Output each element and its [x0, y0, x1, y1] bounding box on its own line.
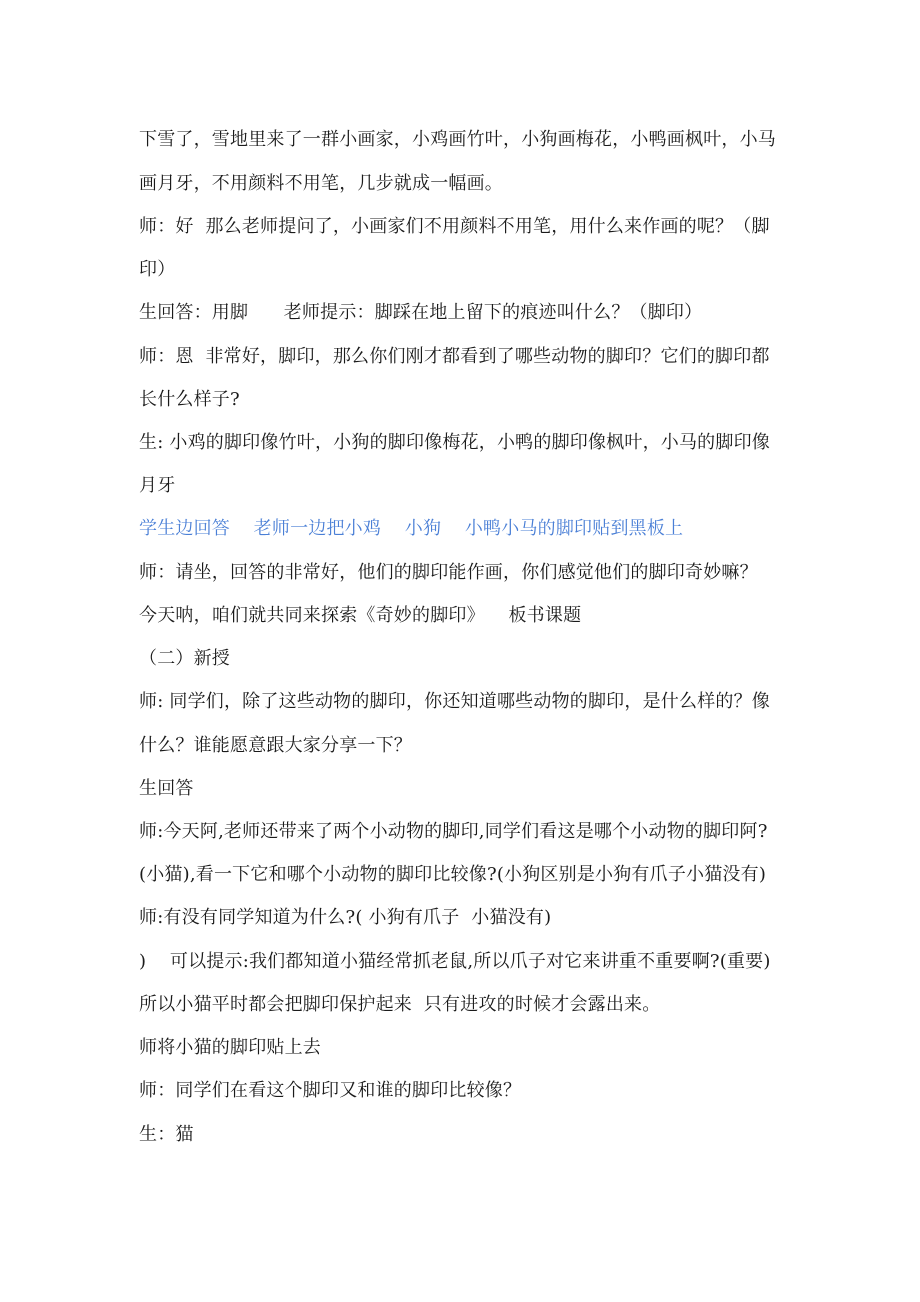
- text-line-7: 长什么样子?: [139, 389, 240, 410]
- text-line-14: 师: 同学们，除了这些动物的脚印，你还知道哪些动物的脚印，是什么样的？像: [139, 691, 770, 712]
- text-line-20: ) 可以提示:我们都知道小猫经常抓老鼠,所以爪子对它来讲重不重要啊?(重要): [139, 951, 771, 972]
- text-line-3: 师：好 那么老师提问了，小画家们不用颜料不用笔，用什么来作画的呢？（脚: [139, 216, 770, 237]
- text-line-22: 师将小猫的脚印贴上去: [139, 1037, 321, 1058]
- text-line-6: 师：恩 非常好，脚印，那么你们刚才都看到了哪些动物的脚印？它们的脚印都: [139, 346, 770, 367]
- text-line-21: 所以小猫平时都会把脚印保护起来 只有进攻的时候才会露出来。: [139, 994, 661, 1015]
- text-line-18: (小猫),看一下它和哪个小动物的脚印比较像?(小狗区别是小狗有爪子小猫没有): [139, 864, 767, 885]
- text-line-5: 生回答：用脚 老师提示：脚踩在地上留下的痕迹叫什么？（脚印）: [139, 302, 703, 323]
- text-line-1: 下雪了，雪地里来了一群小画家，小鸡画竹叶，小狗画梅花，小鸭画枫叶，小马: [139, 129, 776, 150]
- text-line-23: 师：同学们在看这个脚印又和谁的脚印比较像？: [139, 1080, 522, 1101]
- text-line-8: 生: 小鸡的脚印像竹叶，小狗的脚印像梅花，小鸭的脚印像枫叶，小马的脚印像: [139, 432, 770, 453]
- text-line-2: 画月牙，不用颜料不用笔，几步就成一幅画。: [139, 173, 503, 194]
- highlighted-text-line: 学生边回答 老师一边把小鸡 小狗 小鸭小马的脚印贴到黑板上: [139, 518, 684, 539]
- section-heading: （二）新授: [139, 648, 230, 669]
- text-line-19: 师:有没有同学知道为什么?( 小狗有爪子 小猫没有): [139, 907, 552, 928]
- text-line-24: 生：猫: [139, 1124, 194, 1145]
- text-line-15: 什么？谁能愿意跟大家分享一下？: [139, 735, 412, 756]
- text-line-17: 师:今天阿,老师还带来了两个小动物的脚印,同学们看这是哪个小动物的脚印阿?: [139, 821, 768, 842]
- text-line-12: 今天呐，咱们就共同来探索《奇妙的脚印》 板书课题: [139, 605, 582, 626]
- text-line-11: 师：请坐，回答的非常好，他们的脚印能作画，你们感觉他们的脚印奇妙嘛？: [139, 562, 758, 583]
- text-line-16: 生回答: [139, 778, 194, 799]
- text-line-4: 印）: [139, 259, 176, 280]
- text-line-9: 月牙: [139, 475, 176, 496]
